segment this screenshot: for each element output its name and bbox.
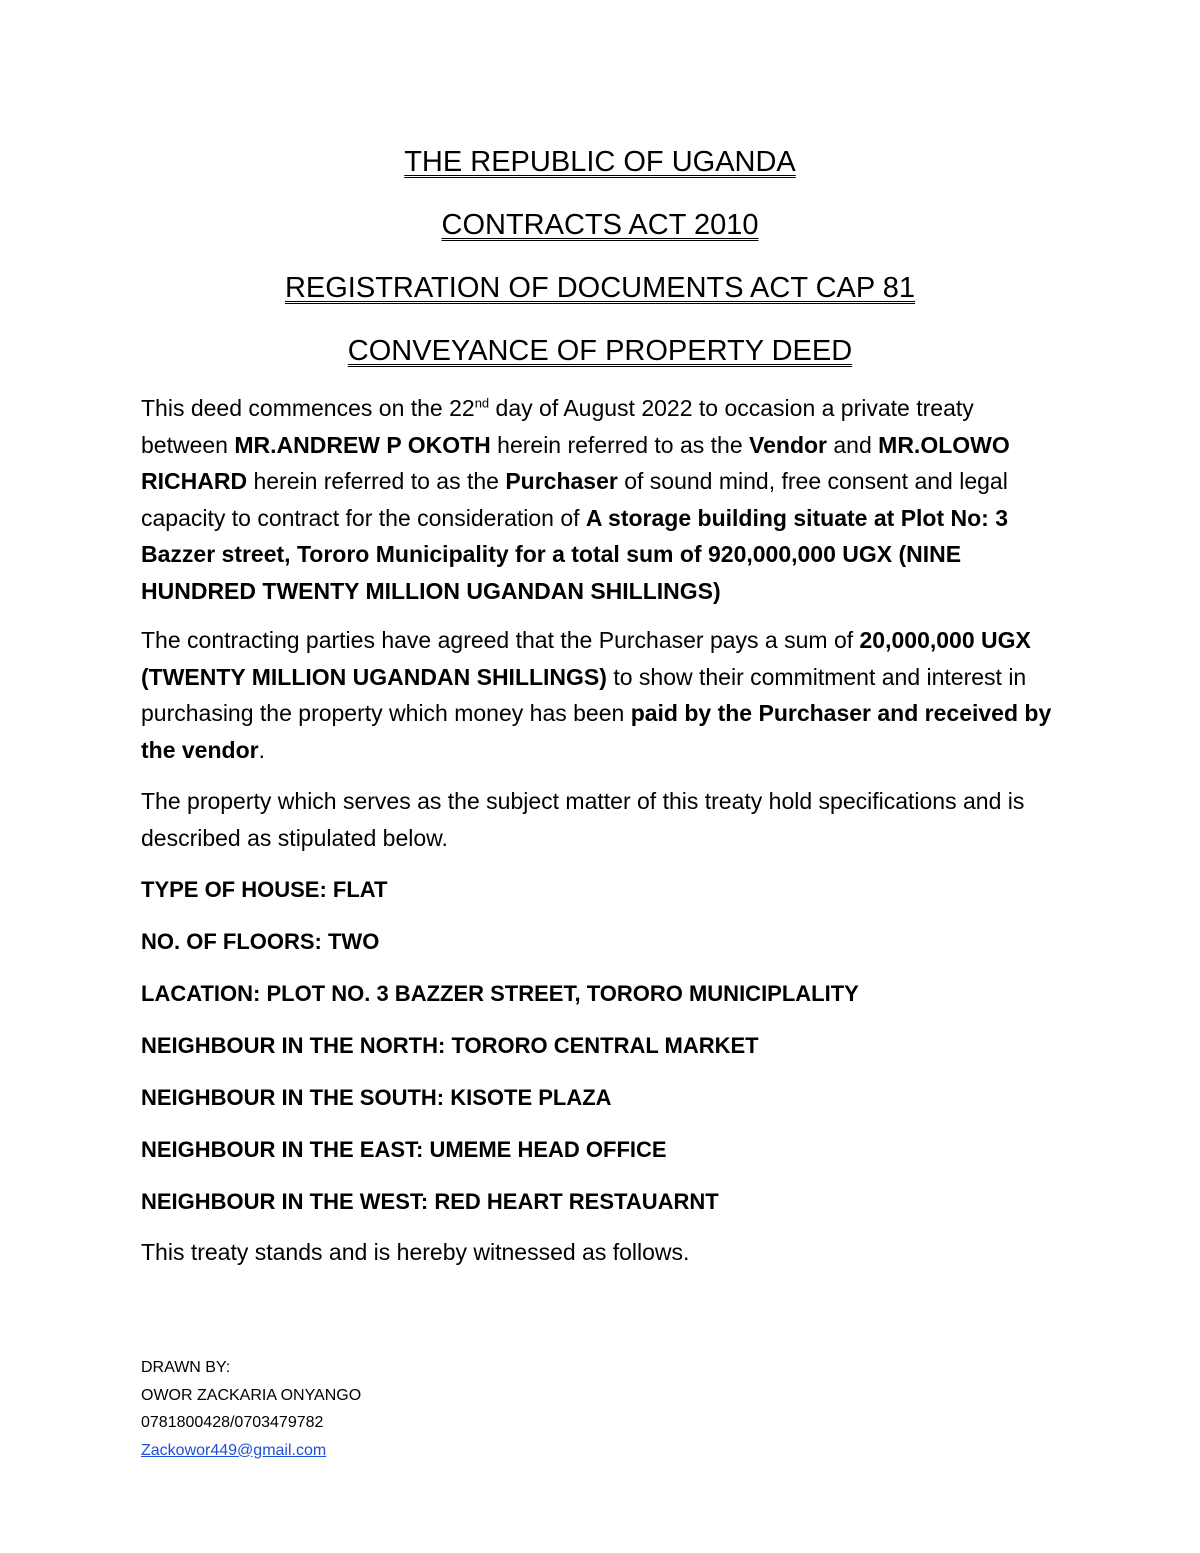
consideration-text: A storage building situate at Plot No: 3 Bazzer street, Tororo Municipality for a total sum of 920,000,000 UGX (NINE HUNDRED TWENTY MILLION UGANDAN SHILLINGS) (141, 504, 1009, 604)
heading-deed-title: CONVEYANCE OF PROPERTY DEED (347, 335, 853, 367)
purchaser-name: MR.OLOWO RICHARD (141, 431, 1010, 494)
payment-status: paid by the Purchaser and received by the vendor (141, 700, 1052, 763)
drafter-phone: 0781800428/0703479782 (141, 1414, 324, 1431)
spec-type-of-house: TYPE OF HOUSE: FLAT (141, 877, 388, 902)
spec-neighbour-east: NEIGHBOUR IN THE EAST: UMEME HEAD OFFICE (141, 1137, 667, 1162)
spec-neighbour-west: NEIGHBOUR IN THE WEST: RED HEART RESTAUARNT (141, 1189, 719, 1214)
drafter-email-link[interactable]: Zackowor449@gmail.com (141, 1441, 327, 1459)
spec-location: LACATION: PLOT NO. 3 BAZZER STREET, TORORO MUNICIPLALITY (141, 981, 859, 1006)
property-description-paragraph: The property which serves as the subject matter of this treaty hold specifications and is described as stipulated below. (141, 788, 1025, 851)
witness-paragraph: This treaty stands and is hereby witnessed as follows. (141, 1239, 690, 1265)
drawn-by-label: DRAWN BY: (141, 1359, 231, 1376)
deed-commencement-paragraph: This deed commences on the 22nd day of August 2022 to occasion a private treaty between MR.ANDREW P OKOTH herein referred to as the Vendor and MR.OLOWO RICHARD herein referred to as the Purchaser of sound mind, free consent and legal capacity to contract for the consideration of A storage building situate at Plot No: 3 Bazzer street, Tororo Municipality for a total sum of 920,000,000 UGX (NINE HUNDRED TWENTY MILLION UGANDAN SHILLINGS) (141, 395, 1010, 604)
spec-no-of-floors: NO. OF FLOORS: TWO (141, 929, 380, 954)
vendor-label: Vendor (749, 431, 827, 458)
purchaser-label: Purchaser (505, 468, 618, 494)
vendor-name: MR.ANDREW P OKOTH (234, 431, 491, 458)
spec-neighbour-north: NEIGHBOUR IN THE NORTH: TORORO CENTRAL MARKET (141, 1033, 759, 1058)
deposit-amount: 20,000,000 UGX (TWENTY MILLION UGANDAN SHILLINGS) (141, 627, 1031, 690)
drafter-name: OWOR ZACKARIA ONYANGO (141, 1386, 362, 1404)
heading-contracts-act: CONTRACTS ACT 2010 (441, 209, 759, 241)
heading-registration-act: REGISTRATION OF DOCUMENTS ACT CAP 81 (284, 272, 916, 304)
drafter-block (141, 1354, 741, 1464)
heading-republic: THE REPUBLIC OF UGANDA (404, 146, 796, 178)
deposit-paragraph: The contracting parties have agreed that the Purchaser pays a sum of 20,000,000 UGX (TWENTY MILLION UGANDAN SHILLINGS) to show their commitment and interest in purchasing the property which money has been paid by the Purchaser and received by the vendor. (141, 627, 1052, 763)
spec-neighbour-south: NEIGHBOUR IN THE SOUTH: KISOTE PLAZA (141, 1085, 612, 1110)
